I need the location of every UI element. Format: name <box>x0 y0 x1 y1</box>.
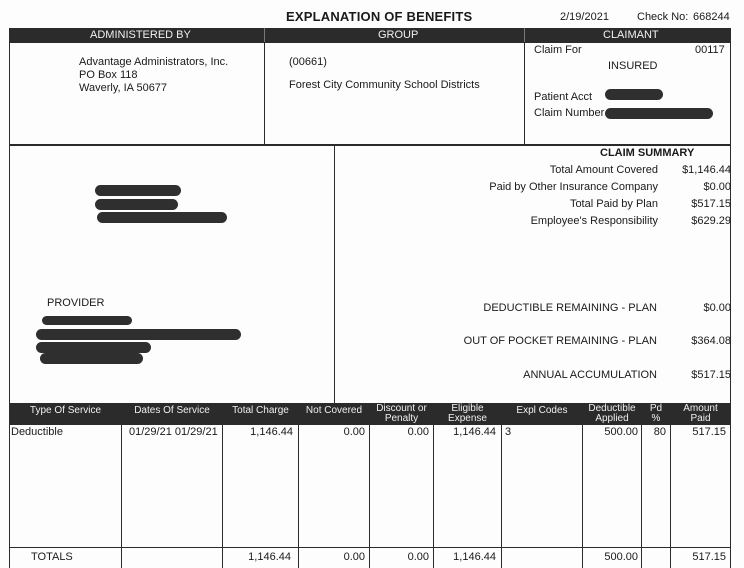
summary-label: Paid by Other Insurance Company <box>489 181 658 193</box>
group-code: (00661) <box>289 56 327 68</box>
col-header-type: Type Of Service <box>29 405 102 416</box>
col-header-amount-paid: Amount Paid <box>683 403 718 424</box>
row-discount: 0.00 <box>407 426 429 438</box>
totals-eligible: 1,146.44 <box>453 551 496 563</box>
row-eligible: 1,146.44 <box>453 426 496 438</box>
row-deductible: 500.00 <box>604 426 638 438</box>
totals-discount: 0.00 <box>407 551 429 563</box>
summary-label: Total Paid by Plan <box>569 198 658 210</box>
totals-deductible: 500.00 <box>604 551 638 563</box>
redaction-bar <box>95 185 181 196</box>
summary-value: $1,146.44 <box>682 164 731 176</box>
totals-total-charge: 1,146.44 <box>248 551 291 563</box>
row-total-charge: 1,146.44 <box>250 426 293 438</box>
col-header-deductible: Deductible Applied <box>588 403 636 424</box>
summary-label: Total Amount Covered <box>549 164 658 176</box>
redaction-bar <box>40 353 143 364</box>
annual-accumulation-value: $517.15 <box>691 369 731 381</box>
group-header: GROUP <box>378 29 419 41</box>
col-header-pd-pct: Pd % <box>649 403 663 424</box>
totals-divider <box>9 547 731 548</box>
col-header-eligible: Eligible Expense <box>448 403 487 424</box>
summary-value: $0.00 <box>703 181 731 193</box>
redaction-bar <box>42 316 132 325</box>
col-divider <box>121 404 122 568</box>
totals-label: TOTALS <box>31 551 73 563</box>
summary-value: $517.15 <box>691 198 731 210</box>
totals-amount-paid: 517.15 <box>692 551 726 563</box>
redaction-bar <box>95 199 178 210</box>
administrator-address2: Waverly, IA 50677 <box>79 82 168 94</box>
row-type: Deductible <box>11 426 63 438</box>
col-header-expl-codes: Expl Codes <box>516 405 568 416</box>
deductible-remaining-label: DEDUCTIBLE REMAINING - PLAN <box>483 302 657 314</box>
totals-not-covered: 0.00 <box>343 551 365 563</box>
redaction-bar <box>605 89 663 100</box>
row-amount-paid: 517.15 <box>692 426 726 438</box>
summary-label: Employee's Responsibility <box>530 215 658 227</box>
col-header-not-covered: Not Covered <box>305 405 363 416</box>
row-pd-pct: 80 <box>653 426 666 438</box>
claim-for-value: 00117 <box>695 44 725 56</box>
claim-for-label: Claim For <box>534 44 582 56</box>
group-name: Forest City Community School Districts <box>289 79 480 91</box>
claim-number-label: Claim Number <box>534 107 605 119</box>
col-header-discount: Discount or Penalty <box>376 403 427 424</box>
header-divider <box>264 28 265 42</box>
check-number-label: Check No: <box>637 11 689 23</box>
annual-accumulation-label: ANNUAL ACCUMULATION <box>523 369 657 381</box>
administrator-address1: PO Box 118 <box>79 69 138 81</box>
administered-by-header: ADMINISTERED BY <box>90 29 191 41</box>
oop-remaining-label: OUT OF POCKET REMAINING - PLAN <box>463 335 657 347</box>
document-date: 2/19/2021 <box>560 11 609 23</box>
patient-acct-label: Patient Acct <box>534 91 593 103</box>
document-title: EXPLANATION OF BENEFITS <box>286 9 473 24</box>
row-dates: 01/29/21 01/29/21 <box>129 426 218 438</box>
row-expl-code: 3 <box>505 426 512 438</box>
address-box <box>9 145 335 404</box>
claim-summary-title: CLAIM SUMMARY <box>600 147 695 159</box>
col-divider <box>501 404 502 568</box>
provider-label: PROVIDER <box>47 297 105 309</box>
oop-remaining-value: $364.08 <box>691 335 731 347</box>
summary-value: $629.29 <box>691 215 731 227</box>
claimant-relationship: INSURED <box>608 60 658 72</box>
col-header-total-charge: Total Charge <box>232 405 289 416</box>
row-not-covered: 0.00 <box>343 426 365 438</box>
redaction-bar <box>605 108 713 119</box>
col-header-dates: Dates Of Service <box>134 405 210 416</box>
check-number: 668244 <box>693 11 730 23</box>
administrator-name: Advantage Administrators, Inc. <box>79 56 229 68</box>
claimant-header: CLAIMANT <box>603 29 659 41</box>
header-divider <box>524 28 525 42</box>
redaction-bar <box>36 342 151 353</box>
redaction-bar <box>97 212 227 223</box>
redaction-bar <box>36 329 241 340</box>
deductible-remaining-value: $0.00 <box>703 302 731 314</box>
